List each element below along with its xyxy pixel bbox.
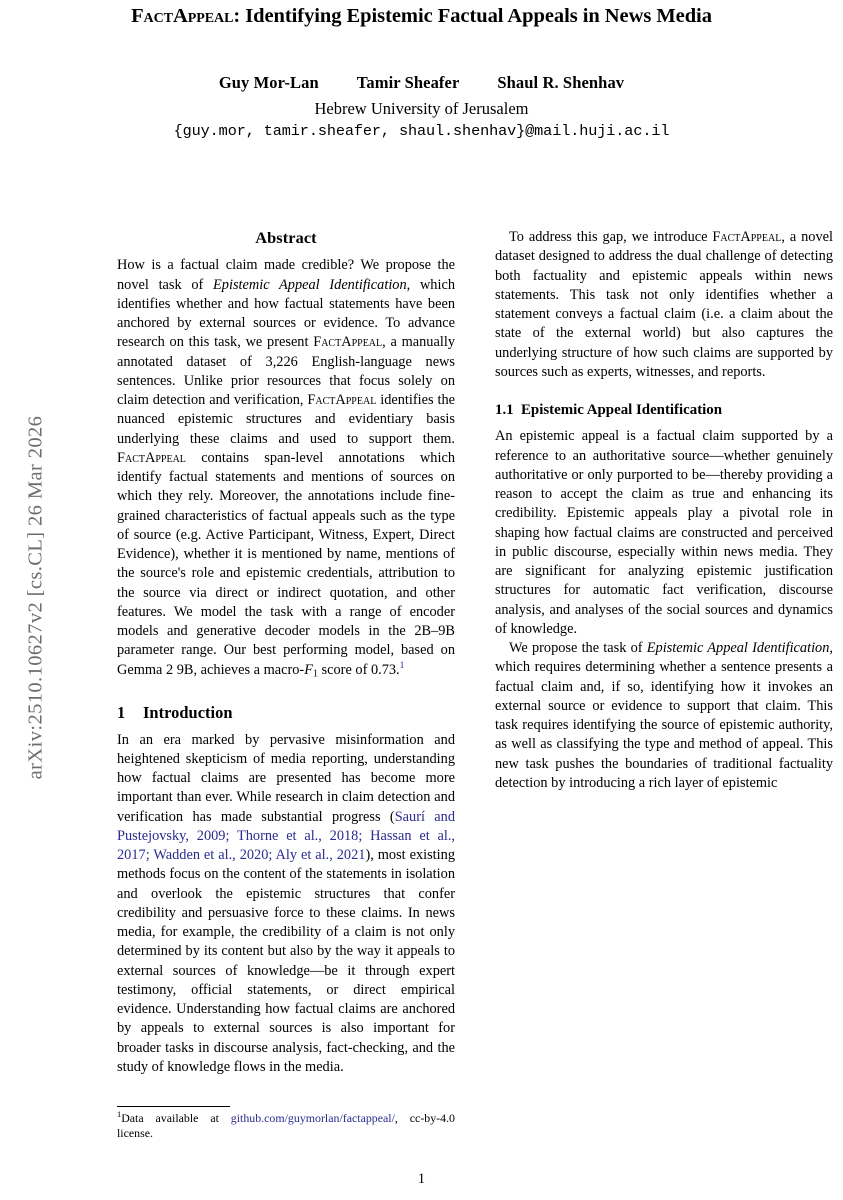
section-number: 1: [117, 703, 126, 723]
abstract-text: score of 0.73.: [317, 661, 400, 678]
dataset-name: FactAppeal: [313, 334, 383, 351]
dataset-name: FactAppeal: [117, 449, 186, 466]
footnote-divider: [117, 1106, 230, 1107]
left-column: [117, 228, 455, 1077]
subsection-number: 1.1: [495, 402, 514, 418]
body-text: , which requires determining whether a sentence presents a factual claim and, if so, identifying how it invokes an external source or evidence to support that claim. This task requires identifying the source of epistemic authority, as well as classifying the type and method of appeal. This new task pushes the boundaries of traditional factuality detection by introducing a rich layer of epistemic: [495, 640, 833, 791]
arxiv-identifier-stamp: arXiv:2510.10627v2 [cs.CL] 26 Mar 2026: [24, 415, 47, 780]
intro-paragraph-2: [495, 228, 833, 382]
abstract-text: How is a factual claim made credible? We propose the novel task of: [117, 257, 455, 293]
abstract-paragraph: [117, 256, 455, 683]
section-heading-introduction: [117, 703, 455, 722]
abstract-text: , a manually annotated dataset of 3,226 English-language news sentences. Unlike prior resources that focus solely on claim detection and verification,: [117, 334, 455, 408]
italic-task-name: Epistemic Appeal Identification: [646, 640, 830, 656]
dataset-name: FactAppeal: [712, 229, 782, 245]
author-list: [60, 73, 783, 93]
footnote-link[interactable]: github.com/guymorlan/factappeal/: [230, 1111, 395, 1125]
author-name: Shaul R. Shenhav: [497, 73, 625, 92]
abstract-italic-task-name: Epistemic Appeal Identification: [213, 276, 407, 293]
page-number: 1: [417, 1171, 426, 1187]
body-text: , a novel dataset designed to address the dual challenge of detecting both factuality and epistemic appeals within news statements. This task not only identifies whether a statement conveys a factual claim (i.e. a claim about the state of the external world) but also captures the underlying structure of how such claims are supported by sources such as experts, witnesses, and reports.: [495, 229, 833, 380]
citation-group[interactable]: Saurí and Pustejovsky, 2009; Thorne et al., 2018; Hassan et al., 2017; Wadden et al., 2020; Aly et al., 2021: [117, 808, 456, 863]
body-text: In an era marked by pervasive misinformation and heightened skepticism of media reporting, understanding how factual claims are presented has become more important than ever. While research in claim detection and verification has made substantial progress (: [117, 731, 455, 825]
footnote-suffix: , cc-by-4.0 license.: [117, 1111, 455, 1140]
abstract-text: identifies the nuanced epistemic structures and evidentiary basis underlying these claims and used to support them.: [117, 392, 455, 447]
macro-f1-symbol: $F_1$: [304, 661, 318, 679]
affiliation: Hebrew University of Jerusalem: [314, 99, 529, 118]
author-name: Guy Mor-Lan: [218, 73, 319, 92]
subsection-paragraph-2: [495, 639, 833, 793]
footnote-reference[interactable]: 1: [399, 659, 405, 671]
intro-paragraph-1: [117, 731, 455, 1078]
footnote-prefix: Data available at: [121, 1111, 231, 1125]
title-remainder: : Identifying Epistemic Factual Appeals in News Media: [233, 5, 712, 27]
right-column: [495, 228, 833, 793]
body-text: To address this gap, we introduce: [509, 229, 713, 245]
author-emails: {guy.mor, tamir.sheafer, shaul.shenhav}@mail.huji.ac.il: [173, 122, 670, 140]
body-text: We propose the task of: [509, 640, 647, 656]
section-heading-epistemic-appeal-identification: [495, 401, 833, 420]
abstract-heading: Abstract: [255, 228, 317, 247]
abstract-text: , which identifies whether and how factual statements have been anchored by external sources or evidence. To advance research on this task, we present: [117, 276, 455, 351]
page-title: [60, 3, 783, 29]
footnote-text: [117, 1111, 455, 1140]
footnote-marker: 1: [117, 1110, 122, 1120]
section-title: Introduction: [143, 703, 233, 723]
subsection-title: Epistemic Appeal Identification: [521, 402, 723, 418]
author-name: Tamir Sheafer: [356, 73, 460, 92]
dataset-name: FactAppeal: [307, 392, 377, 408]
footnote-area: [117, 1106, 455, 1140]
subsection-paragraph-1: An epistemic appeal is a factual claim supported by a reference to an authoritative source—whether genuinely authoritative or only purported to be—thereby providing a reason to accept the claim as true and enhancing its credibility. Epistemic appeals play a pivotal role in shaping how factual claims are constructed and perceived in public discourse, especially within news media. They are significant for analyzing epistemic justification structures for automatic fact verification, discourse analysis, and analyses of the social sources and dynamics of knowledge.: [495, 428, 833, 637]
body-text: ), most existing methods focus on the content of the statements in isolation and overlook the epistemic structures that confer credibility and persuasive force to these claims. In news media, for example, the credibility of a claim is not only determined by its content but also by the way it appeals to external sources of knowledge—be it through expert testimony, official statements, or direct empirical evidence. Understanding how factual claims are anchored by appeals to external sources is also important for broader tasks in discourse analysis, fact-checking, and the study of knowledge flows in the media.: [117, 847, 456, 1075]
title-smallcaps-term: FactAppeal: [131, 5, 234, 27]
abstract-text: contains span-level annotations which identify factual statements and mentions of sources on which they rely. Moreover, the annotations include fine-grained characteristics of factual appeals such as the type of source (e.g. Active Participant, Witness, Expert, Direct Evidence), whether it is mentioned by name, mentions of the source's role and epistemic credentials, attribution to the source via direct or indirect quotation, and other features. We model the task with a range of encoder models and generative decoder models in the 2B–9B parameter range. Our best performing model, based on Gemma 2 9B, achieves a macro-: [117, 449, 455, 678]
